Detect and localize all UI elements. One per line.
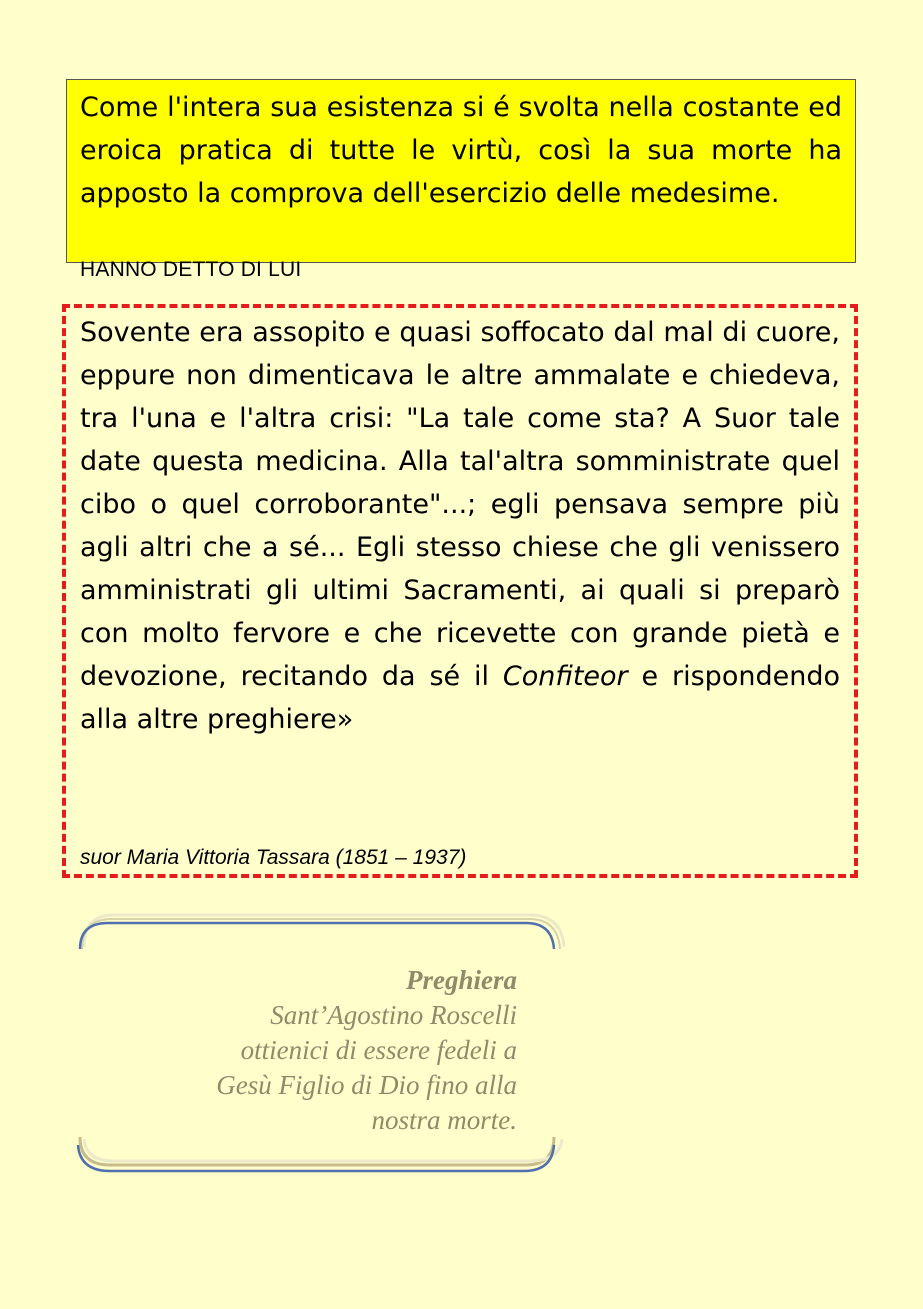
section-heading: HANNO DETTO DI LUI (80, 258, 302, 281)
prayer-line: Sant’Agostino Roscelli (270, 1000, 517, 1030)
prayer-text (97, 963, 517, 1138)
quote-attribution: suor Maria Vittoria Tassara (1851 – 1937) (80, 846, 467, 869)
quote-text (80, 311, 840, 741)
intro-highlight-box (66, 79, 856, 263)
quote-text-part-2: e rispondendo alla altre preghiere» (80, 661, 840, 735)
quote-box (62, 304, 858, 878)
quote-text-part-1: Sovente era assopito e quasi soffocato dal mal di cuore, eppure non dimenticava le altre ammalate e chiedeva, tra l'una e l'altra crisi: "La tale come sta? A Suor tale date questa medicina. Alla tal'altra somministrate quel cibo o quel corroborante"...; egli pensava sempre più agli altri che a sé... Egli stesso chiese che gli venissero amministrati gli ultimi Sacramenti, ai quali si preparò con molto fervore e che ricevette con grande pietà e devozione, recitando da sé il (80, 317, 840, 692)
quote-italic-word: Confiteor (502, 661, 628, 692)
prayer-line: Gesù Figlio di Dio fino alla (216, 1070, 517, 1100)
prayer-title: Preghiera (406, 965, 517, 995)
prayer-line: ottienici di essere fedeli a (240, 1035, 517, 1065)
prayer-frame (74, 905, 566, 1180)
prayer-line: nostra morte. (371, 1105, 517, 1135)
intro-text: Come l'intera sua esistenza si é svolta nella costante ed eroica pratica di tutte le virtù, così la sua morte ha apposto la comprova dell'esercizio delle medesime. (80, 92, 842, 209)
